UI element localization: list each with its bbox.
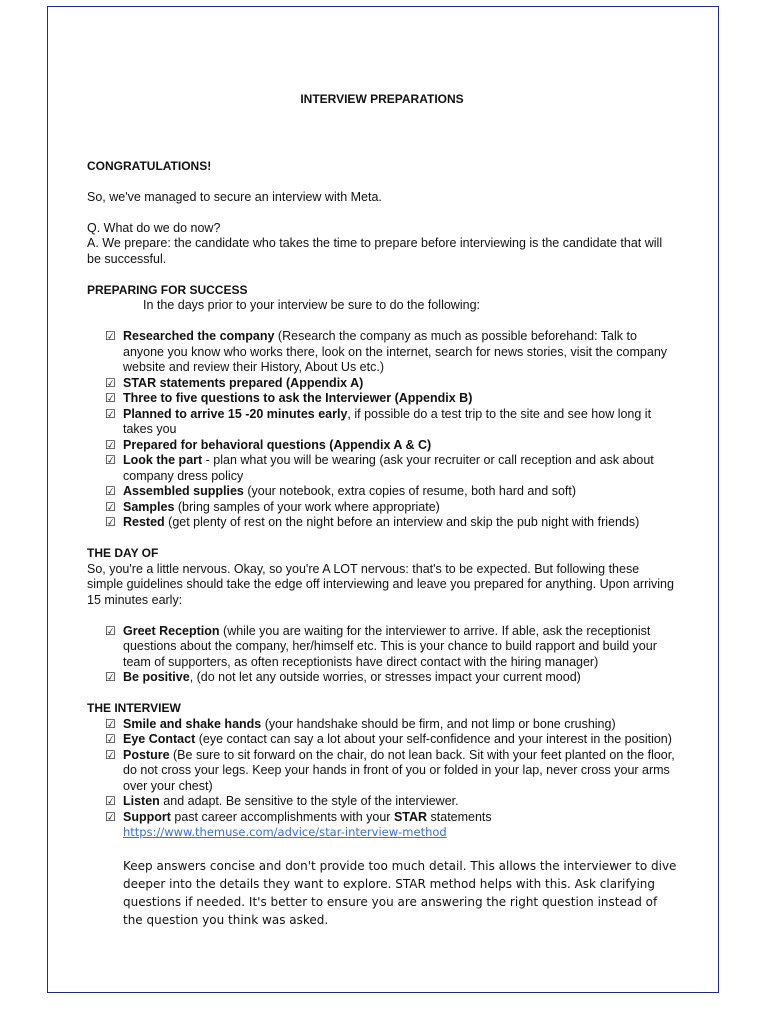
checklist-item: ☑ Support past career accomplishments with your STAR statements https://www.themuse.com/advice/star-interview-method xyxy=(105,809,492,839)
document-title: INTERVIEW PREPARATIONS xyxy=(300,92,464,106)
checklist-item: ☑ Eye Contact (eye contact can say a lot about your self-confidence and your interest in the position) xyxy=(105,732,672,746)
answer-text: A. We prepare: the candidate who takes the time to prepare before interviewing is the candidate that will be successful. xyxy=(87,236,663,266)
checkbox-icon: ☑ xyxy=(105,406,116,421)
checkbox-icon: ☑ xyxy=(105,453,116,467)
day-of-checklist xyxy=(87,624,677,686)
congratulations-heading: CONGRATULATIONS! xyxy=(87,158,212,173)
checkbox-icon: ☑ xyxy=(105,716,116,731)
checklist-item: ☑ Greet Reception (while you are waiting for the interviewer to arrive. If able, ask the receptionist questions about the company, her/himself etc. This is your chance to build rapport and build your team of supporters, as often receptionists have direct contact with the hiring manager) xyxy=(105,623,657,669)
closing-paragraph: Keep answers concise and don't provide too much detail. This allows the interviewer to dive deeper into the details they want to explore. STAR method helps with this. Ask clarifying questions if needed. It's better to ensure you are answering the right question instead of the question you think was asked. xyxy=(123,858,677,927)
checklist-item: ☑ Listen and adapt. Be sensitive to the style of the interviewer. xyxy=(105,794,459,808)
checklist-item: ☑ Be positive, (do not let any outside worries, or stresses impact your current mood) xyxy=(105,670,581,684)
checkbox-icon: ☑ xyxy=(105,437,116,452)
checklist-item: ☑ Rested (get plenty of rest on the night before an interview and skip the pub night with friends) xyxy=(105,515,640,529)
checkbox-icon: ☑ xyxy=(105,329,116,343)
day-of-intro: So, you're a little nervous. Okay, so you're A LOT nervous: that's to be expected. But following these simple guidelines should take the edge off interviewing and leave you prepared for anything. Upon arriving 15 minutes early: xyxy=(87,561,674,607)
checklist-item: ☑ STAR statements prepared (Appendix A) xyxy=(105,375,364,390)
checklist-item: ☑ Prepared for behavioral questions (Appendix A & C) xyxy=(105,437,432,452)
checklist-item: ☑ Samples (bring samples of your work where appropriate) xyxy=(105,499,440,514)
interview-checklist xyxy=(87,717,677,841)
checkbox-icon: ☑ xyxy=(105,809,116,824)
checkbox-icon: ☑ xyxy=(105,732,116,746)
checkbox-icon: ☑ xyxy=(105,794,116,808)
preparing-heading: PREPARING FOR SUCCESS xyxy=(87,282,248,297)
checklist-item: ☑ Smile and shake hands (your handshake should be firm, and not limp or bone crushing) xyxy=(105,716,616,731)
interview-heading: THE INTERVIEW xyxy=(87,701,181,715)
checkbox-icon: ☑ xyxy=(105,484,116,498)
intro-text: So, we've managed to secure an interview with Meta. xyxy=(87,189,382,204)
checklist-item: ☑ Assembled supplies (your notebook, extra copies of resume, both hard and soft) xyxy=(105,484,577,498)
checkbox-icon: ☑ xyxy=(105,623,116,638)
document-body xyxy=(87,92,677,929)
question-text: Q. What do we do now? xyxy=(87,220,221,235)
checkbox-icon: ☑ xyxy=(105,375,116,390)
star-method-link[interactable]: https://www.themuse.com/advice/star-interview-method xyxy=(123,825,447,839)
checklist-item: ☑ Planned to arrive 15 -20 minutes early, if possible do a test trip to the site and see how long it takes you xyxy=(105,406,652,436)
checklist-item: ☑ Researched the company (Research the company as much as possible beforehand: Talk to anyone you know who works there, look on the internet, search for news stories, visit the company website and review their History, About Us etc.) xyxy=(105,329,668,374)
checkbox-icon: ☑ xyxy=(105,391,116,405)
checkbox-icon: ☑ xyxy=(105,515,116,529)
checkbox-icon: ☑ xyxy=(105,747,116,762)
checklist-item: ☑ Three to five questions to ask the Interviewer (Appendix B) xyxy=(105,391,473,405)
preparing-checklist xyxy=(87,329,677,531)
day-of-heading: THE DAY OF xyxy=(87,546,159,560)
checkbox-icon: ☑ xyxy=(105,499,116,514)
checklist-item: ☑ Posture (Be sure to sit forward on the chair, do not lean back. Sit with your feet planted on the floor, do not cross your legs. Keep your hands in front of you or folded in your lap, never cross your arms over your chest) xyxy=(105,747,675,793)
preparing-intro: In the days prior to your interview be sure to do the following: xyxy=(143,298,480,312)
checklist-item: ☑ Look the part - plan what you will be wearing (ask your recruiter or call reception and ask about company dress policy xyxy=(105,453,654,483)
checkbox-icon: ☑ xyxy=(105,670,116,684)
